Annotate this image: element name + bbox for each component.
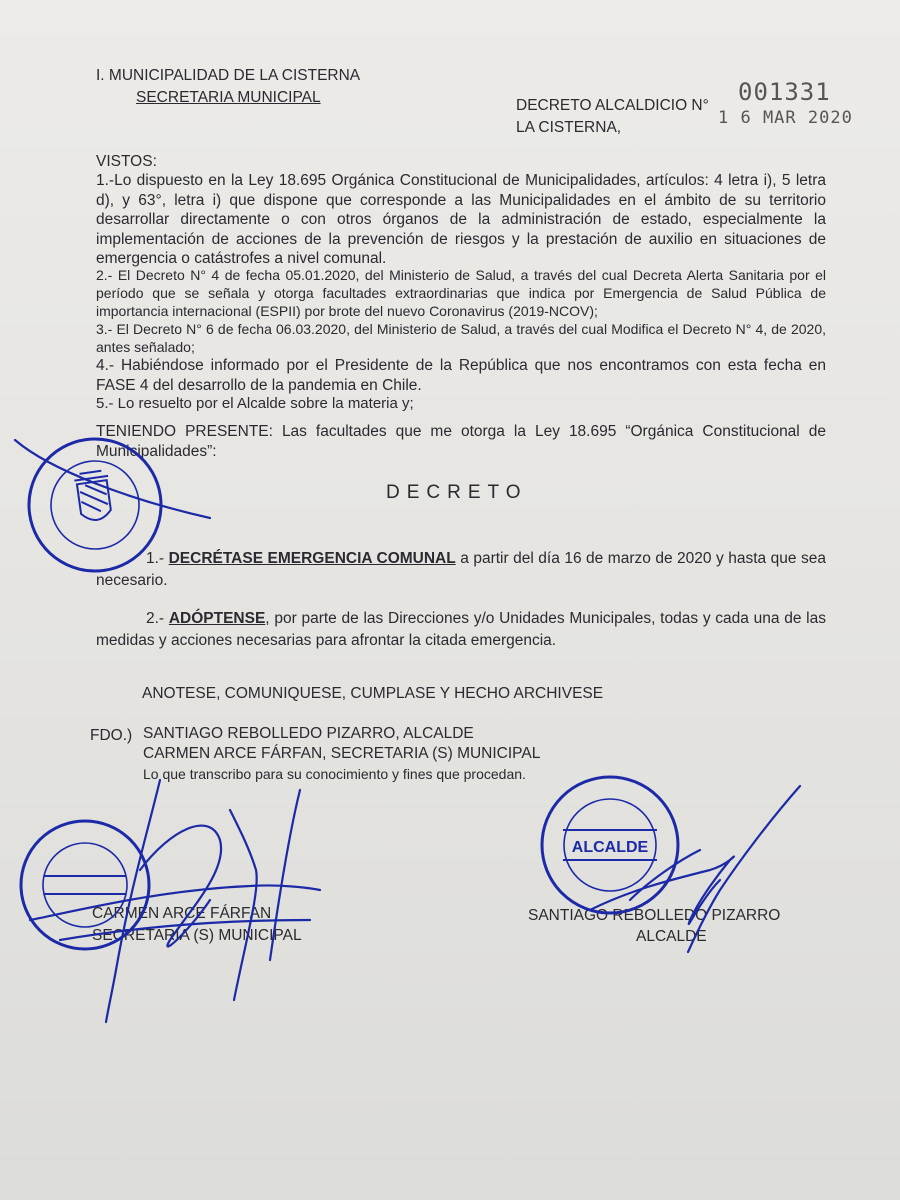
closing-formula: ANOTESE, COMUNIQUESE, CUMPLASE Y HECHO ARCHIVESE <box>142 685 604 702</box>
left-signature <box>20 770 350 1030</box>
article-2-text: , por parte de las Direcciones y/o Unidades Municipales, todas y cada una de las medidas y acciones necesarias para afrontar la citada emergencia. <box>96 610 826 649</box>
teniendo-label: TENIENDO PRESENTE: <box>96 423 273 440</box>
vistos-item-4: 4.- Habiéndose informado por el Presidente de la República que nos encontramos con esta fecha en FASE 4 del desarrollo de la pandemia en Chile. <box>96 357 826 394</box>
vistos-item-1: 1.-Lo dispuesto en la Ley 18.695 Orgánica Constitucional de Municipalidades, artículos: 4 letra i), 5 letra d), y 63°, letra i) que dispone que corresponde a las Municipalidades en el ámbito de su territorio desarrollar directamente o con otros órganos de la administración de estado, especialmente la implementación de acciones de la prevención de riesgos y la prestación de auxilio en situaciones de emergencia o catástrofes a nivel comunal. <box>96 172 826 267</box>
vistos-item-2: 2.- El Decreto N° 4 de fecha 05.01.2020, del Ministerio de Salud, a través del cual Decreta Alerta Sanitaria por el período que se señala y otorga facultades extraordinarias que indica por Emergencia de Salud Pública de importancia internacional (ESPII) por brote del nuevo Coronavirus (2019-NCOV); <box>96 267 826 319</box>
right-signatory-title: ALCALDE <box>636 928 707 945</box>
vistos-heading: VISTOS: <box>96 153 157 170</box>
vistos-item-5: 5.- Lo resuelto por el Alcalde sobre la materia y; <box>96 395 414 412</box>
vistos-item-3: 3.- El Decreto N° 6 de fecha 06.03.2020, del Ministerio de Salud, a través del cual Modifica el Decreto N° 4, de 2020, antes señalado; <box>96 321 826 355</box>
transcribe-line: Lo que transcribo para su conocimiento y fines que procedan. <box>143 766 526 782</box>
right-signature <box>570 780 810 970</box>
article-2-bold: ADÓPTENSE <box>168 610 266 627</box>
fdo-line-1: SANTIAGO REBOLLEDO PIZARRO, ALCALDE <box>143 725 474 742</box>
alcalde-seal-label: ALCALDE <box>571 839 649 856</box>
article-1-text: a partir del día 16 de marzo de 2020 y hasta que sea necesario. <box>96 550 827 589</box>
left-signatory-name: CARMEN ARCE FÁRFAN <box>92 905 272 922</box>
decree-label: DECRETO ALCALDICIO N° <box>516 97 709 114</box>
article-1-bold: DECRÉTASE EMERGENCIA COMUNAL <box>168 550 456 567</box>
date-stamp: 1 6 MAR 2020 <box>718 108 853 128</box>
fdo-line-2: CARMEN ARCE FÁRFAN, SECRETARIA (S) MUNICIPAL <box>143 745 541 762</box>
decree-number: 001331 <box>738 78 831 106</box>
decreto-title: DECRETO <box>386 482 528 503</box>
article-2-number: 2.- <box>146 610 165 627</box>
article-2 <box>96 608 826 652</box>
left-signatory-title: SECRETARIA (S) MUNICIPAL <box>92 927 302 944</box>
right-signatory-name: SANTIAGO REBOLLEDO PIZARRO <box>528 907 781 924</box>
control-ink-stroke <box>10 430 240 560</box>
institution-name: I. MUNICIPALIDAD DE LA CISTERNA <box>96 67 361 84</box>
place-label: LA CISTERNA, <box>516 119 622 136</box>
office-name: SECRETARIA MUNICIPAL <box>136 89 321 106</box>
fdo-label: FDO.) <box>90 727 133 744</box>
article-1-number: 1.- <box>146 550 165 567</box>
teniendo-text: Las facultades que me otorga la Ley 18.695 “Orgánica Constitucional de Municipalidades”: <box>96 423 826 460</box>
